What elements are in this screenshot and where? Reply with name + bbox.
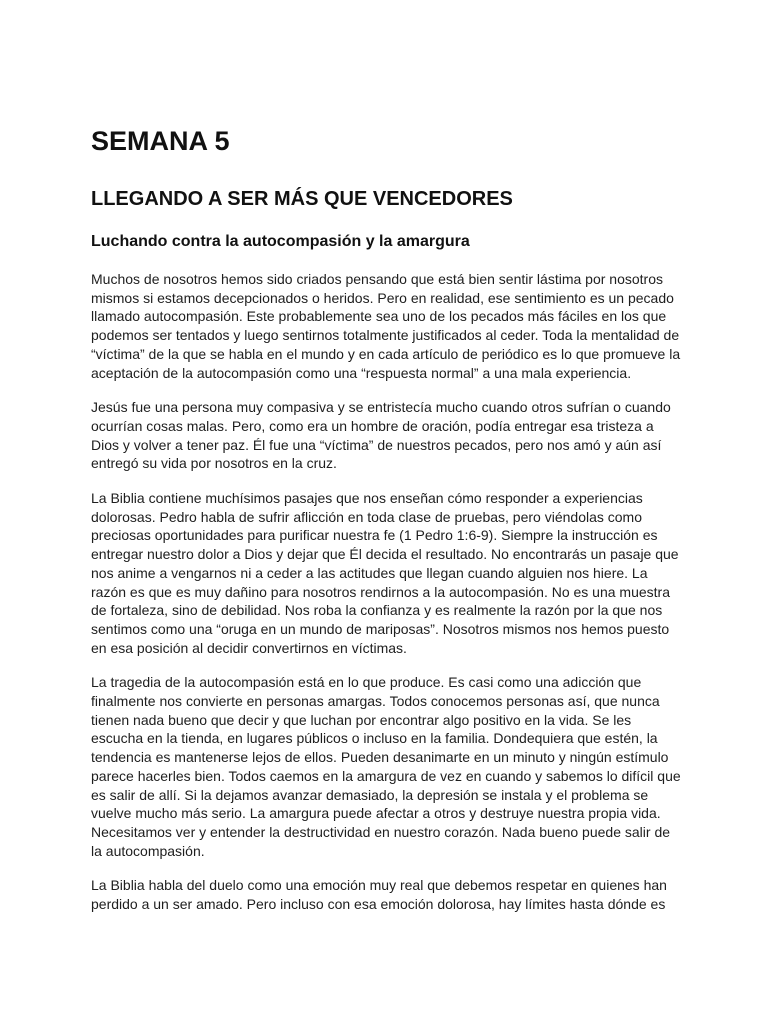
- paragraph-1: Muchos de nosotros hemos sido criados pensando que está bien sentir lástima por nosotros mismos si estamos decepcionados o heridos. Pero en realidad, ese sentimiento es un pecado llamado autocompasión. Este probablemente sea uno de los pecados más fáciles en los que podemos ser tentados y luego sentirnos totalmente justificados al ceder. Toda la mentalidad de “víctima” de la que se habla en el mundo y en cada artículo de periódico es lo que promueve la aceptación de la autocompasión como una “respuesta normal” a una mala experiencia.: [91, 271, 681, 381]
- paragraph-3: La Biblia contiene muchísimos pasajes que nos enseñan cómo responder a experiencias dolorosas. Pedro habla de sufrir aflicción en toda clase de pruebas, pero viéndolas como preciosas oportunidades para purificar nuestra fe (1 Pedro 1:6-9). Siempre la instrucción es entregar nuestro dolor a Dios y dejar que Él decida el resultado. No encontrarás un pasaje que nos anime a vengarnos ni a ceder a las actitudes que llegan cuando alguien nos hiere. La razón es que es muy dañino para nosotros rendirnos a la autocompasión. No es una muestra de fortaleza, sino de debilidad. Nos roba la confianza y es realmente la razón por la que nos sentimos como una “oruga en un mundo de mariposas”. Nosotros mismos nos hemos puesto en esa posición al decidir convertirnos en víctimas.: [91, 490, 679, 656]
- paragraph-2: Jesús fue una persona muy compasiva y se entristecía mucho cuando otros sufrían o cuando ocurrían cosas malas. Pero, como era un hombre de oración, podía entregar esa tristeza a Dios y volver a tener paz. Él fue una “víctima” de nuestros pecados, pero nos amó y aún así entregó su vida por nosotros en la cruz.: [91, 399, 671, 472]
- section-heading: Luchando contra la autocompasión y la amargura: [91, 233, 470, 250]
- paragraph-4: La tragedia de la autocompasión está en lo que produce. Es casi como una adicción que finalmente nos convierte en personas amargas. Todos conocemos personas así, que nunca tienen nada bueno que decir y que luchan por encontrar algo positivo en la vida. Se les escucha en la tienda, en lugares públicos o incluso en la familia. Dondequiera que estén, la tendencia es mantenerse lejos de ellos. Pueden desanimarte en un minuto y ningún estímulo parece hacerles bien. Todos caemos en la amargura de vez en cuando y sabemos lo difícil que es salir de allí. Si la dejamos avanzar demasiado, la depresión se instala y el problema se vuelve mucho más serio. La amargura puede afectar a otros y destruye nuestra propia vida. Necesitamos ver y entender la destructividad en nuestro corazón. Nada bueno puede salir de la autocompasión.: [91, 674, 681, 859]
- page-title: SEMANA 5: [91, 126, 230, 156]
- paragraph-5: La Biblia habla del duelo como una emoción muy real que debemos respetar en quienes han perdido a un ser amado. Pero incluso con esa emoción dolorosa, hay límites hasta dónde es: [91, 877, 667, 913]
- document-content: [91, 122, 681, 914]
- page-subtitle: LLEGANDO A SER MÁS QUE VENCEDORES: [91, 188, 513, 210]
